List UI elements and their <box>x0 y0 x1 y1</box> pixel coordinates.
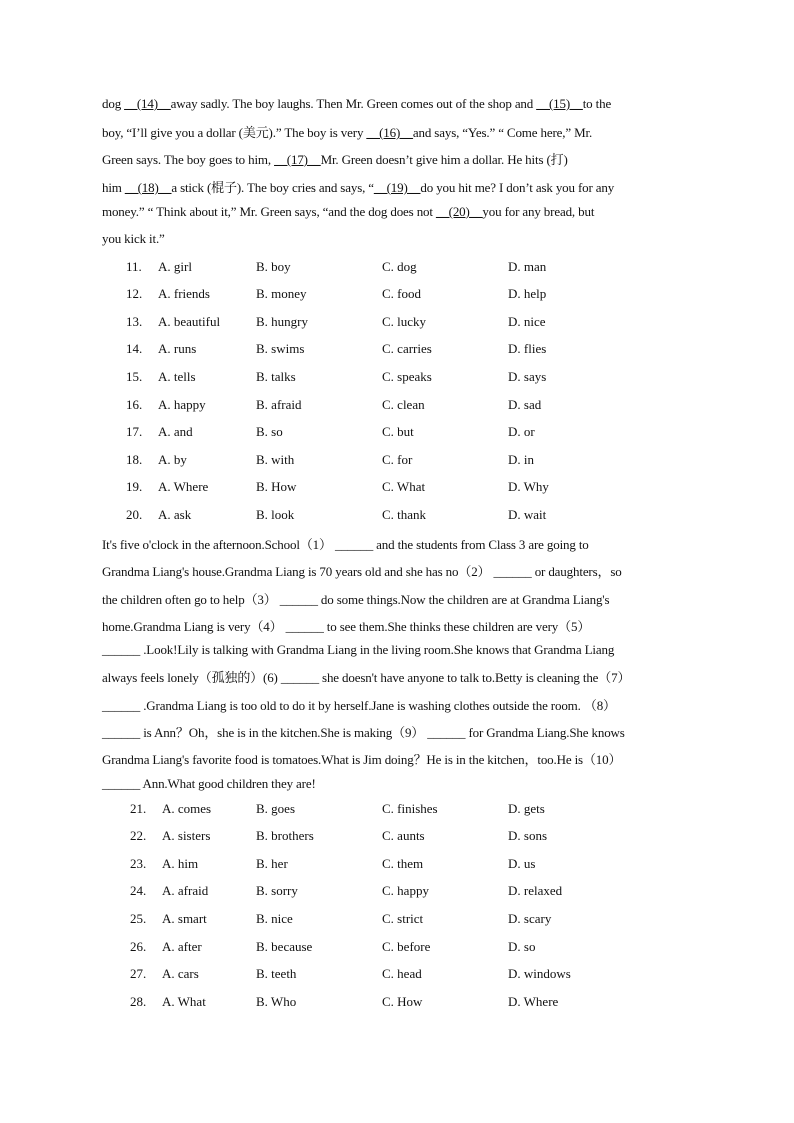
option-b[interactable]: B. talks <box>256 369 296 384</box>
option-a[interactable]: A. and <box>158 424 193 439</box>
text-span: and says, “Yes.” “ Come here,” Mr. <box>412 125 593 140</box>
option-c[interactable]: C. food <box>382 286 421 301</box>
option-c[interactable]: C. aunts <box>382 828 425 843</box>
option-a[interactable]: A. sisters <box>162 828 211 843</box>
option-b[interactable]: B. goes <box>256 801 295 816</box>
option-d[interactable]: D. Where <box>508 994 559 1009</box>
option-d[interactable]: D. flies <box>508 341 547 356</box>
option-d[interactable]: D. gets <box>508 801 545 816</box>
option-c[interactable]: C. thank <box>382 507 427 522</box>
option-a[interactable]: A. friends <box>158 286 210 301</box>
option-a[interactable]: A. What <box>162 994 206 1009</box>
blank-16: __(16)__ <box>366 125 413 140</box>
option-a[interactable]: A. Where <box>158 479 209 494</box>
passage-2-line: Grandma Liang's favorite food is tomatoes.What is Jim doing？He is in the kitchen，too.He is（10） <box>102 752 622 767</box>
passage-2-line: ______ .Grandma Liang is too old to do it by herself.Jane is washing clothes outside the room. （8） <box>102 698 616 713</box>
text-span: money.” “ Think about it,” Mr. Green says, “and the dog does not <box>102 204 436 219</box>
option-d[interactable]: D. scary <box>508 911 552 926</box>
option-c[interactable]: C. How <box>382 994 423 1009</box>
option-b[interactable]: B. teeth <box>256 966 297 981</box>
option-c[interactable]: C. speaks <box>382 369 432 384</box>
option-c[interactable]: C. carries <box>382 341 432 356</box>
option-a[interactable]: A. cars <box>162 966 199 981</box>
blank-14: __(14)__ <box>124 96 171 111</box>
option-d[interactable]: D. help <box>508 286 547 301</box>
passage-2-line: always feels lonely（孤独的）(6) ______ she doesn't have anyone to talk to.Betty is cleaning the（7） <box>102 670 631 685</box>
option-b[interactable]: B. with <box>256 452 295 467</box>
option-b[interactable]: B. boy <box>256 259 291 274</box>
option-a[interactable]: A. beautiful <box>158 314 221 329</box>
option-c[interactable]: C. finishes <box>382 801 438 816</box>
passage-1-line <box>102 204 594 220</box>
option-b[interactable]: B. Who <box>256 994 297 1009</box>
text-span: do you hit me? I don’t ask you for any <box>420 180 615 195</box>
option-b[interactable]: B. so <box>256 424 283 439</box>
option-a[interactable]: A. comes <box>162 801 212 816</box>
option-d[interactable]: D. windows <box>508 966 571 981</box>
option-c[interactable]: C. head <box>382 966 422 981</box>
option-c[interactable]: C. clean <box>382 397 425 412</box>
option-a[interactable]: A. smart <box>162 911 207 926</box>
option-b[interactable]: B. swims <box>256 341 305 356</box>
question-number: 21. <box>130 801 147 816</box>
option-c[interactable]: C. dog <box>382 259 417 274</box>
option-c[interactable]: C. lucky <box>382 314 427 329</box>
option-d[interactable]: D. Why <box>508 479 549 494</box>
question-number: 15. <box>126 369 143 384</box>
text-span: dog <box>102 96 125 111</box>
text-span: Green says. The boy goes to him, <box>102 152 275 167</box>
option-a[interactable]: A. ask <box>158 507 192 522</box>
question-number: 13. <box>126 314 143 329</box>
passage-1-line <box>102 96 611 112</box>
option-b[interactable]: B. her <box>256 856 288 871</box>
option-b[interactable]: B. How <box>256 479 297 494</box>
option-b[interactable]: B. brothers <box>256 828 314 843</box>
passage-2-line: ______ Ann.What good children they are! <box>102 776 316 791</box>
question-number: 16. <box>126 397 143 412</box>
option-b[interactable]: B. sorry <box>256 883 298 898</box>
passage-2-line: ______ is Ann？Oh，she is in the kitchen.She is making（9） ______ for Grandma Liang.She knows <box>102 725 625 740</box>
option-d[interactable]: D. so <box>508 939 536 954</box>
option-c[interactable]: C. them <box>382 856 424 871</box>
option-b[interactable]: B. hungry <box>256 314 308 329</box>
question-number: 14. <box>126 341 143 356</box>
blank-19: __(19)__ <box>373 180 421 195</box>
option-d[interactable]: D. us <box>508 856 536 871</box>
question-number: 18. <box>126 452 143 467</box>
question-number: 27. <box>130 966 147 981</box>
option-a[interactable]: A. after <box>162 939 202 954</box>
question-number: 25. <box>130 911 147 926</box>
text-span: boy, “I’ll give you a dollar (美元).” The boy is very <box>102 125 367 140</box>
text-span: you for any bread, but <box>482 204 595 219</box>
text-span: away sadly. The boy laughs. Then Mr. Green comes out of the shop and <box>170 96 537 111</box>
option-d[interactable]: D. or <box>508 424 535 439</box>
question-number: 12. <box>126 286 143 301</box>
passage-1-line <box>102 149 568 168</box>
passage-2-line: It's five o'clock in the afternoon.School（1） ______ and the students from Class 3 are going to <box>102 537 589 552</box>
passage-2-line: ______ .Look!Lily is talking with Grandma Liang in the living room.She knows that Grandma Liang <box>102 642 615 657</box>
option-a[interactable]: A. runs <box>158 341 197 356</box>
question-number: 19. <box>126 479 143 494</box>
blank-17: __(17)__ <box>274 152 321 167</box>
option-d[interactable]: D. sons <box>508 828 548 843</box>
blank-20: __(20)__ <box>435 204 483 219</box>
question-number: 26. <box>130 939 147 954</box>
option-a[interactable]: A. tells <box>158 369 196 384</box>
option-a[interactable]: A. afraid <box>162 883 209 898</box>
option-b[interactable]: B. afraid <box>256 397 302 412</box>
blank-15: __(15)__ <box>536 96 583 111</box>
option-b[interactable]: B. nice <box>256 911 293 926</box>
blank-18: __(18)__ <box>124 180 172 195</box>
option-d[interactable]: D. says <box>508 369 547 384</box>
option-b[interactable]: B. money <box>256 286 307 301</box>
option-c[interactable]: C. but <box>382 424 414 439</box>
text-span: to the <box>582 96 612 111</box>
question-number: 11. <box>126 259 142 274</box>
question-number: 20. <box>126 507 143 522</box>
passage-1-line <box>102 177 614 196</box>
question-number: 23. <box>130 856 147 871</box>
passage-2-line: Grandma Liang's house.Grandma Liang is 70 years old and she has no（2） ______ or daughters，so <box>102 564 622 579</box>
passage-1-line <box>102 231 165 247</box>
option-d[interactable]: D. nice <box>508 314 546 329</box>
option-a[interactable]: A. him <box>162 856 199 871</box>
text-span: him <box>102 180 125 195</box>
text-span: Mr. Green doesn’t give him a dollar. He hits (打) <box>320 152 568 167</box>
option-c[interactable]: C. What <box>382 479 426 494</box>
option-c[interactable]: C. before <box>382 939 431 954</box>
option-d[interactable]: D. man <box>508 259 547 274</box>
question-number: 22. <box>130 828 147 843</box>
option-d[interactable]: D. sad <box>508 397 542 412</box>
question-number: 24. <box>130 883 147 898</box>
option-d[interactable]: D. relaxed <box>508 883 563 898</box>
passage-2-line: the children often go to help（3） ______ do some things.Now the children are at Grandma Liang's <box>102 592 610 607</box>
option-d[interactable]: D. wait <box>508 507 547 522</box>
text-span: a stick (棍子). The boy cries and says, “ <box>171 180 374 195</box>
passage-1-line <box>102 122 592 141</box>
option-a[interactable]: A. by <box>158 452 187 467</box>
question-number: 17. <box>126 424 143 439</box>
option-a[interactable]: A. happy <box>158 397 206 412</box>
option-c[interactable]: C. strict <box>382 911 424 926</box>
question-number: 28. <box>130 994 147 1009</box>
option-b[interactable]: B. look <box>256 507 295 522</box>
option-c[interactable]: C. happy <box>382 883 429 898</box>
option-a[interactable]: A. girl <box>158 259 192 274</box>
passage-2-line: home.Grandma Liang is very（4） ______ to see them.She thinks these children are very（5） <box>102 619 591 634</box>
text-span: you kick it.” <box>102 231 165 246</box>
option-b[interactable]: B. because <box>256 939 313 954</box>
option-d[interactable]: D. in <box>508 452 534 467</box>
option-c[interactable]: C. for <box>382 452 413 467</box>
